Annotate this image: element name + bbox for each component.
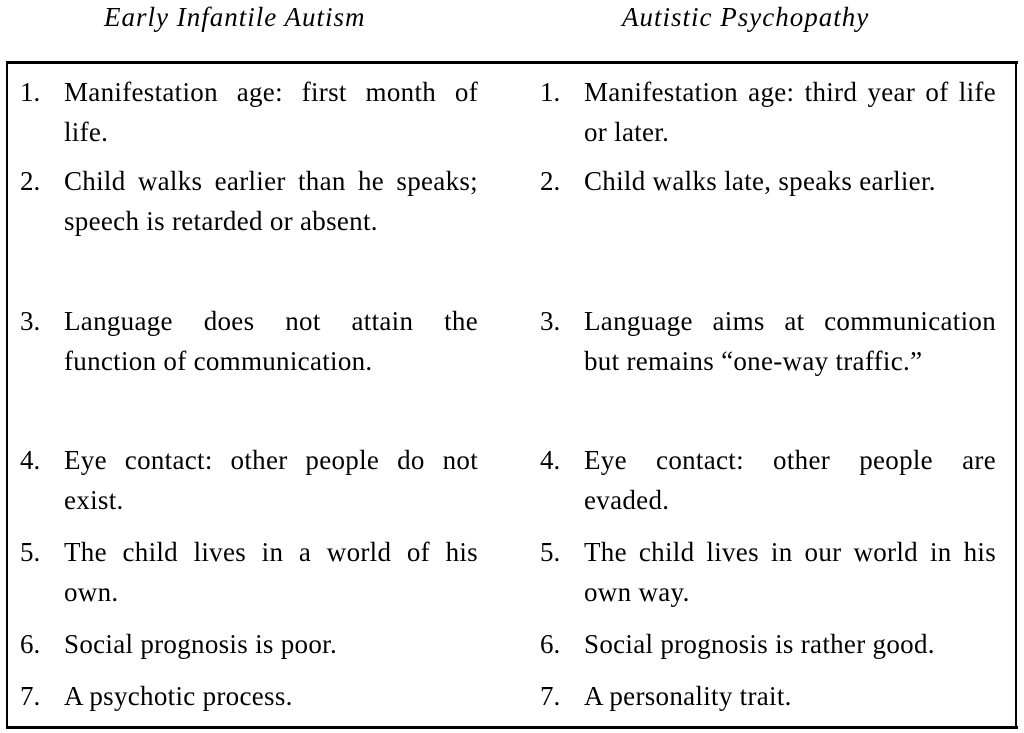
right-item-text: A personality trait. — [584, 681, 792, 711]
left-item-text: Child walks earlier than he speaks; speech is retarded or absent. — [64, 166, 478, 236]
left-item-number: 6. — [20, 629, 41, 659]
right-item-text: Manifestation age: third year of life or later. — [584, 77, 996, 147]
right-item-text: Child walks late, speaks earlier. — [584, 166, 936, 196]
right-list-item-3 — [540, 301, 996, 381]
right-item-text: The child lives in our world in his own way. — [584, 537, 996, 607]
right-item-number: 2. — [540, 166, 561, 196]
table-bottom-rule — [7, 726, 1018, 729]
table-left-border — [6, 61, 8, 729]
right-item-number: 1. — [540, 77, 561, 107]
right-item-text: Eye contact: other people are evaded. — [584, 445, 996, 515]
left-list-item-6 — [20, 624, 478, 664]
left-item-text: The child lives in a world of his own. — [64, 537, 478, 607]
right-list-item-6 — [540, 624, 996, 664]
left-list-item-3 — [20, 301, 478, 381]
left-item-text: A psychotic process. — [64, 681, 293, 711]
left-list-item-5 — [20, 532, 478, 612]
right-item-number: 4. — [540, 445, 561, 475]
left-item-text: Eye contact: other people do not exist. — [64, 445, 478, 515]
table-top-rule — [7, 61, 1018, 64]
left-item-number: 3. — [20, 306, 41, 336]
right-item-number: 7. — [540, 681, 561, 711]
table-right-border — [1015, 61, 1017, 729]
right-item-number: 6. — [540, 629, 561, 659]
right-list-item-7 — [540, 676, 996, 716]
right-list-item-1 — [540, 72, 996, 152]
left-item-text: Manifestation age: first month of life. — [64, 77, 478, 147]
left-list-item-4 — [20, 440, 478, 520]
right-item-number: 3. — [540, 306, 561, 336]
left-item-text: Language does not attain the function of communication. — [64, 306, 478, 376]
column-heading-early-infantile-autism: Early Infantile Autism — [104, 2, 366, 32]
right-list-item-4 — [540, 440, 996, 520]
right-item-text: Language aims at communication but remains “one-way traffic.” — [584, 306, 996, 376]
left-list-item-2 — [20, 161, 478, 241]
column-heading-autistic-psychopathy: Autistic Psychopathy — [622, 2, 870, 32]
right-list-item-5 — [540, 532, 996, 612]
left-item-number: 4. — [20, 445, 41, 475]
left-item-number: 1. — [20, 77, 41, 107]
right-list-item-2 — [540, 161, 996, 201]
left-item-number: 7. — [20, 681, 41, 711]
right-item-number: 5. — [540, 537, 561, 567]
left-item-number: 2. — [20, 166, 41, 196]
left-item-text: Social prognosis is poor. — [64, 629, 338, 659]
left-list-item-1 — [20, 72, 478, 152]
left-list-item-7 — [20, 676, 478, 716]
right-item-text: Social prognosis is rather good. — [584, 629, 935, 659]
left-item-number: 5. — [20, 537, 41, 567]
